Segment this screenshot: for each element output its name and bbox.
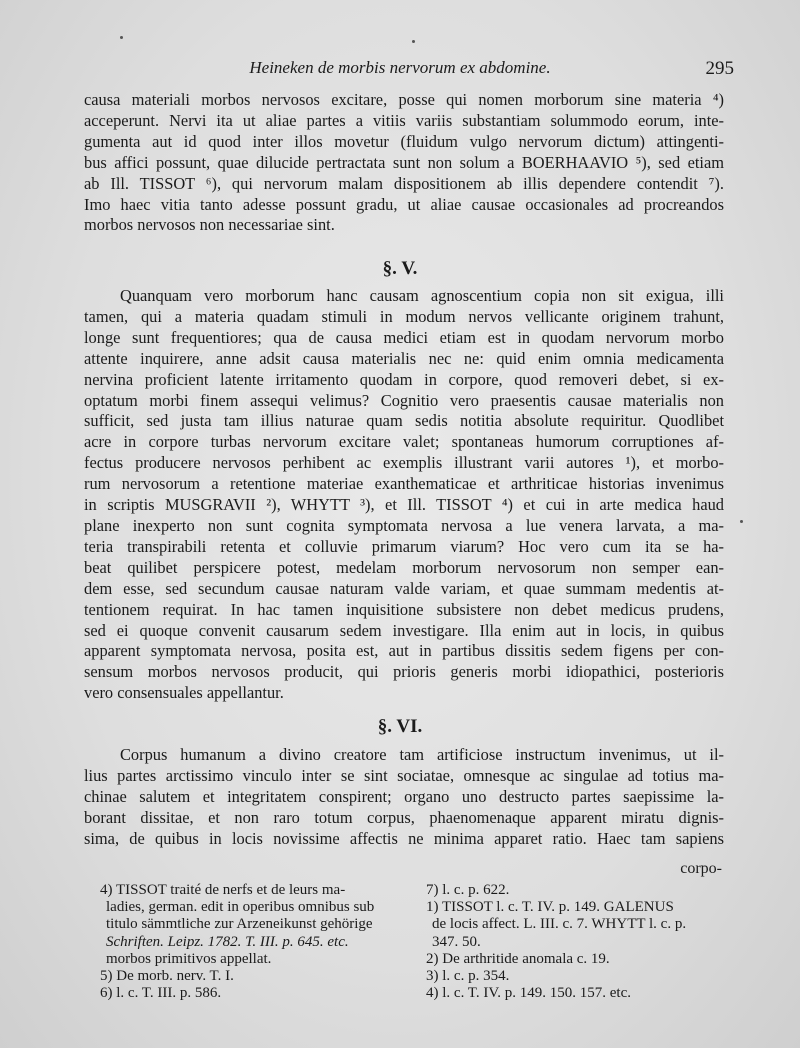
- catchword: corpo-: [680, 860, 722, 877]
- footnote-line: 2) De arthritide anomala c. 19.: [426, 950, 610, 967]
- text-line: sed ei quoque convenit causarum sedem investigare. Illa enim aut in locis, in quibus: [84, 620, 724, 640]
- text-line: tentionem requirat. In hac tamen inquisitione subsistere non debet medicus prudens,: [84, 599, 724, 619]
- footnote-line: de locis affect. L. III. c. 7. WHYTT l. c. p.: [432, 916, 687, 933]
- text-line: sensum morbos nervosos producit, qui prioris generis morbi idiopathici, posterioris: [84, 662, 724, 682]
- text-line: chinae salutem et integritatem conspirent; organo uno destructo partes saepissime la-: [84, 786, 724, 806]
- text-line: gumenta aut id quod inter illos movetur (fluidum vulgo nervorum dictum) attingenti-: [84, 131, 724, 151]
- text-line: bus affici possunt, quae dilucide pertractata sunt non solum a BOERHAAVIO ⁵), sed etiam: [84, 152, 724, 172]
- text-line: beat quilibet perspicere potest, medelam morborum nervosorum non semper ean-: [84, 557, 724, 577]
- text-line: Corpus humanum a divino creatore tam artificiose instructum invenimus, ut il-: [120, 745, 724, 764]
- footnotes-right-column: [426, 882, 746, 1002]
- text-line: Imo haec vitia tanto adesse possunt gradu, ut aliae causae occasionales ad procreandos: [84, 194, 724, 214]
- text-line: longe sunt frequentiores; qua de causa medici etiam est in quodam nervorum morbo: [84, 327, 724, 347]
- text-line: dem esse, sed secundum causae naturam valde variam, et quae summam medentis at-: [84, 578, 724, 598]
- text-line: optatum morbi finem assequi velimus? Cognitio vero praesentis causae materialis non: [84, 390, 724, 410]
- section-vi-heading: §. VI.: [377, 716, 423, 737]
- text-line: acre in corpore turbas nervorum excitare valet; spontaneas humorum corruptiones af-: [84, 432, 724, 452]
- intro-paragraph: [84, 90, 724, 236]
- footnote-line: Schriften. Leipz. 1782. T. III. p. 645. etc.: [106, 933, 349, 950]
- footnote-line: morbos primitivos appellat.: [106, 950, 272, 967]
- page-number: 295: [705, 58, 734, 79]
- footnote-line: 1) TISSOT l. c. T. IV. p. 149. GALENUS: [426, 899, 674, 916]
- footnote-line: 6) l. c. T. III. p. 586.: [100, 985, 222, 1002]
- footnote-line: titulo sämmtliche zur Arzeneikunst gehörige: [106, 916, 373, 933]
- text-line: fectus producere nervosos perhibent ac exemplis illustrant varii autores ¹), et morbo-: [84, 453, 724, 473]
- footnotes-left-column: [100, 882, 400, 1002]
- text-line: Quanquam vero morborum hanc causam agnoscentium copia non sit exigua, illi: [120, 286, 724, 305]
- paper-speck: [120, 36, 123, 39]
- footnote-line: 4) TISSOT traité de nerfs et de leurs ma-: [100, 882, 346, 898]
- section-vi-paragraph: [84, 745, 724, 850]
- text-line: apparent symptomata nervosa, posita est, aut in partibus dissitis sedem figens per con-: [84, 641, 724, 661]
- text-line: morbos nervosos non necessariae sint.: [84, 215, 335, 235]
- text-line: lius partes arctissimo vinculo inter se sint sociatae, omnesque ac singulae ad totius ma-: [84, 765, 724, 785]
- footnote-line: 3) l. c. p. 354.: [426, 968, 510, 985]
- running-title: Heineken de morbis nervorum ex abdomine.: [249, 58, 551, 77]
- page-header: [0, 58, 800, 84]
- text-line: borant dissitae, et non raro totum corpus, phaenomenaque apparent miratu dignis-: [84, 807, 724, 827]
- text-line: nervina proficient latente irritamento quodam in corpore, quod removeri debet, si ex-: [84, 369, 724, 389]
- section-v-heading: §. V.: [382, 258, 418, 279]
- text-line: plane inexperto non sunt cognita symptomata nervosa a lue venera larvata, a ma-: [84, 515, 724, 535]
- footnote-line: 4) l. c. T. IV. p. 149. 150. 157. etc.: [426, 985, 631, 1002]
- text-line: sima, de quibus in locis novissime affectis ne minima apparet ratio. Haec tam sapiens: [84, 828, 724, 848]
- text-line: attente inquirere, anne adsit causa materialis nec ne: quid enim omnia medicamenta: [84, 348, 724, 368]
- footnote-line: 347. 50.: [432, 933, 481, 950]
- paper-speck: [412, 40, 415, 43]
- text-line: sufficit, sed justa tam illius naturae quam sedis notitia absolute requiritur. Quodlibet: [84, 411, 724, 431]
- text-line: acceperunt. Nervi ita ut aliae partes a vitiis variis substantiam solummodo eorum, inte-: [84, 110, 724, 130]
- footnote-line: ladies, german. edit in operibus omnibus sub: [106, 899, 375, 916]
- text-line: tamen, qui a materia quadam stimuli in modum nervos vellicante originem trahunt,: [84, 306, 724, 326]
- section-v-paragraph: [84, 286, 724, 704]
- text-line: in scriptis MUSGRAVII ²), WHYTT ³), et Ill. TISSOT ⁴) et cui in arte medica haud: [84, 495, 724, 515]
- text-line: ab Ill. TISSOT ⁶), qui nervorum malam dispositionem ab illis dependere contendit ⁷).: [84, 173, 724, 193]
- footnote-line: 5) De morb. nerv. T. I.: [100, 968, 234, 985]
- text-line: teria transpirabili retenta et colluvie primarum viarum? Hoc vero cum ita se ha-: [84, 536, 724, 556]
- text-line: vero consensuales appellantur.: [84, 683, 284, 703]
- paper-speck: [740, 520, 743, 523]
- footnote-line: 7) l. c. p. 622.: [426, 882, 510, 898]
- text-line: causa materiali morbos nervosos excitare, posse qui nomen morborum sine materia ⁴): [84, 90, 724, 109]
- text-line: rum nervosorum a retentione materiae exanthematicae et arthriticae historias invenimus: [84, 474, 724, 494]
